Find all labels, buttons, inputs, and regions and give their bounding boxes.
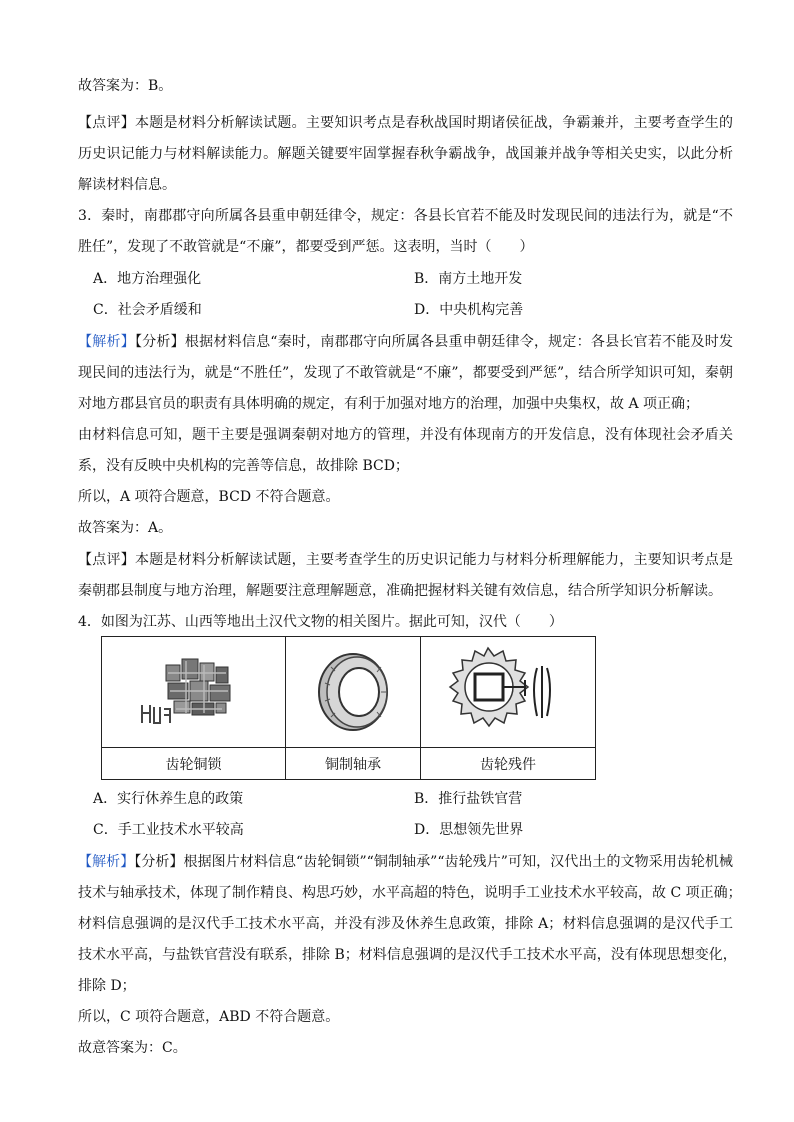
q3-comment-line: 秦朝郡县制度与地方治理，解题要注意理解题意，准确把握材料关键有效信息，结合所学知识分析解读。 [78, 583, 722, 599]
q3-answer: 故答案为：A。 [78, 520, 173, 536]
q4-option-b: B．推行盐铁官营 [414, 791, 523, 807]
figure-gear-fragment [421, 637, 596, 748]
q3-analysis-line [78, 332, 733, 352]
q4-analysis-line: 所以，C 项符合题意，ABD 不符合题意。 [78, 1009, 340, 1025]
analysis-tag: 【解析】 [78, 334, 135, 350]
q4-option-a: A．实行休养生息的政策 [93, 791, 244, 807]
q4-analysis-line: 排除 D； [78, 978, 136, 994]
question-3-text: 3．秦时，南郡郡守向所属各县重申朝廷律令，规定：各县长官若不能及时发现民间的违法行为，就是“不 [78, 208, 733, 224]
bearing-image [303, 647, 403, 737]
comment-line: 【点评】本题是材料分析解读试题。主要知识考点是春秋战国时期诸侯征战，争霸兼并，主要考查学生的 [78, 115, 733, 131]
q4-answer: 故意答案为：C。 [78, 1040, 187, 1056]
q3-analysis-line: 系，没有反映中央机构的完善等信息，故排除 BCD； [78, 458, 409, 474]
q4-analysis-line: 材料信息强调的是汉代手工技术水平高，并没有涉及休养生息政策，排除 A；材料信息强调的是汉代手工 [78, 916, 733, 932]
comment-line: 历史识记能力与材料解读能力。解题关键要牢固掌握春秋争霸战争，战国兼并战争等相关史实，以此分析 [78, 146, 733, 162]
figure-gear-lock [102, 637, 286, 748]
figure-bearing [286, 637, 421, 748]
artifact-figure-table [101, 636, 596, 780]
q3-analysis-line: 由材料信息可知，题干主要是强调秦朝对地方的管理，并没有体现南方的开发信息，没有体现社会矛盾关 [78, 427, 733, 443]
figure-caption: 齿轮铜锁 [102, 748, 286, 780]
gear-fragment-image [433, 644, 583, 740]
question-3-text: 胜任”，发现了不敢管就是“不廉”，都要受到严惩。这表明，当时（ ） [78, 239, 534, 255]
q4-analysis-line: 技术与轴承技术，体现了制作精良、构思巧妙，水平高超的特色，说明手工业技术水平较高，故 C 项正确； [78, 885, 742, 901]
figure-caption: 齿轮残件 [421, 748, 596, 780]
figure-caption: 铜制轴承 [286, 748, 421, 780]
answer-line: 故答案为：B。 [78, 78, 173, 94]
q3-analysis-line: 现民间的违法行为，就是“不胜任”，发现了不敢管就是“不廉”，都要受到严惩”，结合所学知识可知，秦朝 [78, 365, 733, 381]
q4-analysis-line: 技术水平高，与盐铁官营没有联系，排除 B；材料信息强调的是汉代手工技术水平高，没有体现思想变化， [78, 947, 737, 963]
q3-comment-line: 【点评】本题是材料分析解读试题，主要考查学生的历史识记能力与材料分析理解能力，主要知识考点是 [78, 552, 733, 568]
q3-option-d: D．中央机构完善 [414, 302, 524, 318]
q3-option-c: C．社会矛盾缓和 [93, 302, 202, 318]
question-4-text: 4．如图为江苏、山西等地出土汉代文物的相关图片。据此可知，汉代（ ） [78, 614, 563, 630]
analysis-tag: 【解析】 [78, 854, 135, 870]
q4-analysis-line [78, 852, 733, 872]
q3-option-b: B．南方土地开发 [414, 271, 523, 287]
q4-option-c: C．手工业技术水平较高 [93, 822, 244, 838]
analysis-text: 【分析】根据图片材料信息“齿轮铜锁”“铜制轴承”“齿轮残片”可知，汉代出土的文物采用齿轮机械 [134, 854, 733, 870]
q3-analysis-line: 对地方郡县官员的职责有具体明确的规定，有利于加强对地方的治理，加强中央集权，故 A 项正确； [78, 396, 700, 412]
q4-option-d: D．思想领先世界 [414, 822, 524, 838]
comment-line: 解读材料信息。 [78, 177, 176, 193]
analysis-text: 【分析】根据材料信息“秦时，南郡郡守向所属各县重申朝廷律令，规定：各县长官若不能及时发 [134, 334, 733, 350]
q3-option-a: A．地方治理强化 [93, 271, 202, 287]
gear-lock-image [134, 647, 254, 737]
q3-analysis-line: 所以，A 项符合题意，BCD 不符合题意。 [78, 489, 340, 505]
